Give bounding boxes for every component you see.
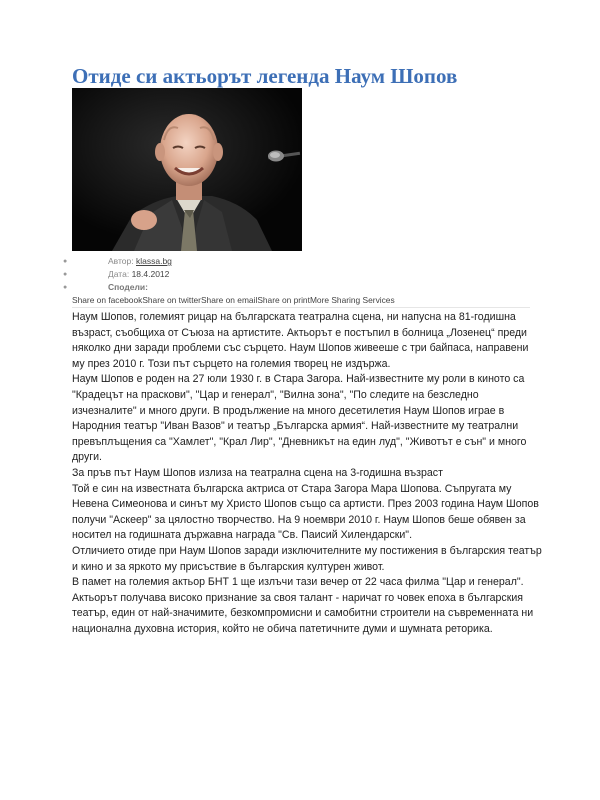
actor-photo [72,88,302,251]
author-link[interactable]: klassa.bg [136,256,172,266]
share-label: Сподели: [108,282,148,292]
author-label: Автор: [108,256,134,266]
article-paragraph: Отличието отиде при Наум Шопов заради изключителните му постижения в българския театър и кино и за яркото му присъствие в българския културен живот. [72,544,542,573]
article-paragraph: Наум Шопов, големият рицар на българската театрална сцена, ни напусна на 81-годишна възраст, съобщиха от Съюза на артистите. Актьорът е постъпил в болница „Лозенец“ преди няколко дни заради проблеми със сърцето. Наум Шопов живееше с три байпаса, направени му през 2010 г. Този път сърцето на големия творец не издържа. [72,311,529,370]
bullet-icon: ● [63,271,68,278]
bullet-icon: ● [63,284,68,291]
article-meta-list [60,255,540,294]
share-email-link[interactable]: Share on email [200,295,258,305]
divider [72,307,530,308]
article-title: Отиде си актьорът легенда Наум Шопов [72,64,458,88]
meta-share [60,281,540,294]
meta-date [60,268,540,281]
article-paragraph: Наум Шопов е роден на 27 юли 1930 г. в Стара Загора. Най-известните му роли в киното са "Крадецът на праскови", "Цар и генерал", "Вилна зона", "По следите на безследно изчезналите" и много други. В продължение на много десетилетия Наум Шопов играе в Народния театър "Иван Вазов" и театър „Българска армия“. Най-известните му театрални превъплъщения са "Хамлет", "Крал Лир", "Дневникът на един луд", "Животът е сън" и много други. [72,373,527,464]
date-value: 18.4.2012 [131,269,170,279]
share-links [72,295,395,305]
meta-author [60,255,540,268]
share-print-link[interactable]: Share on print [257,295,310,305]
share-twitter-link[interactable]: Share on twitter [142,295,201,305]
article-body [72,310,542,637]
bullet-icon: ● [63,258,68,265]
article-paragraph: В памет на големия актьор БНТ 1 ще излъчи тази вечер от 22 часа филма "Цар и генерал". [72,576,524,589]
share-facebook-link[interactable]: Share on facebook [72,295,143,305]
more-sharing-services-link[interactable]: More Sharing Services [309,295,395,305]
article-paragraph: Актьорът получава високо признание за своя талант - наричат го човек епоха в българския театър, един от най-значимите, безкомпромисни и самобитни строители на съвременната ни национална духовна история, който не обича патетичните думи и шумната реторика. [72,591,534,635]
article-paragraph: За пръв път Наум Шопов излиза на театрална сцена на 3-годишна възраст [72,466,443,479]
article-paragraph: Той е син на известната българска актриса от Стара Загора Мара Шопова. Съпругата му Невена Симеонова и синът му Христо Шопов също са артисти. През 2003 година Наум Шопов получи "Аскеер" за цялостно творчество. На 9 ноември 2010 г. Наум Шопов беше обявен за носител на годишната държавна награда "Св. Паисий Хилендарски". [72,482,539,542]
date-label: Дата: [108,269,130,279]
